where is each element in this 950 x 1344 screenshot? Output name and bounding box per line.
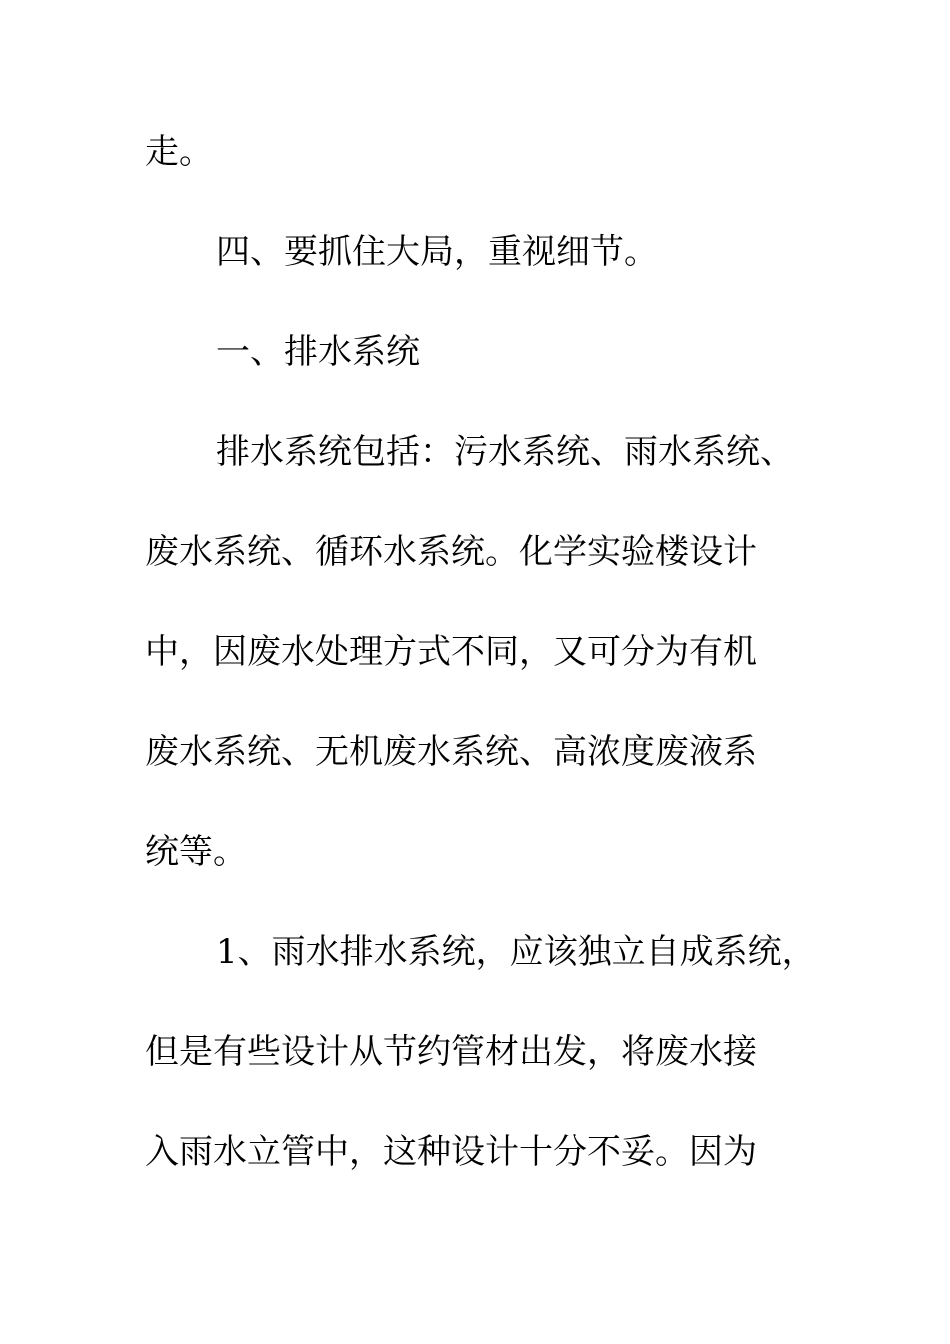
text-line-1: 走。 [145,132,213,172]
paragraph-line-4: 废水系统、无机废水系统、高浓度废液系 [145,732,757,772]
paragraph-line-3: 中，因废水处理方式不同，又可分为有机 [145,632,757,672]
paragraph-line-6: 1、雨水排水系统，应该独立自成系统， [216,932,816,972]
section-heading-1: 一、排水系统 [216,332,420,372]
paragraph-line-1: 排水系统包括：污水系统、雨水系统、 [216,432,794,472]
paragraph-line-2: 废水系统、循环水系统。化学实验楼设计 [145,532,757,572]
paragraph-line-5: 统等。 [145,832,247,872]
paragraph-line-7: 但是有些设计从节约管材出发，将废水接 [145,1032,757,1072]
paragraph-line-8: 入雨水立管中，这种设计十分不妥。因为 [145,1132,757,1172]
section-heading-4: 四、要抓住大局，重视细节。 [216,232,658,272]
